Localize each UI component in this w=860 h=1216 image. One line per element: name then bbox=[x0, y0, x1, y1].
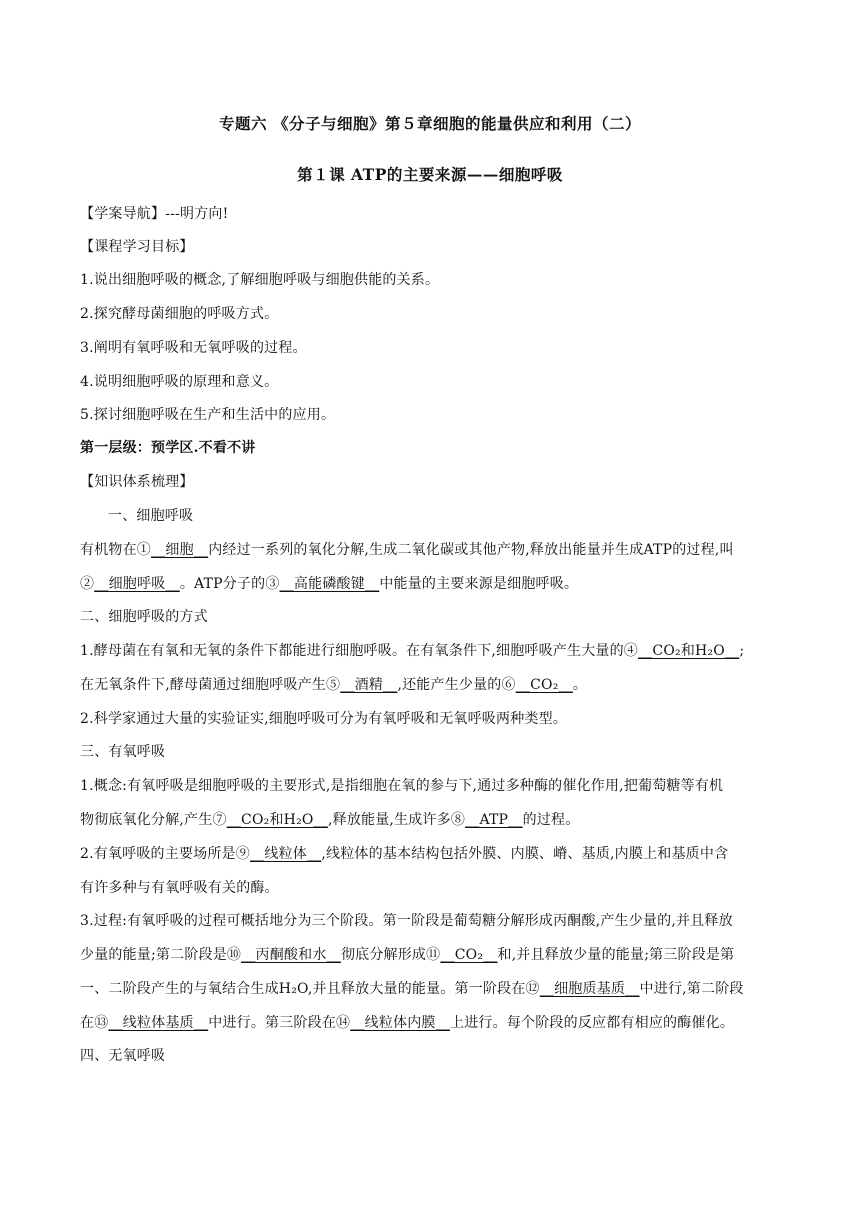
goals-heading: 【课程学习目标】 bbox=[80, 239, 194, 255]
answer-blank: __线粒体基质__ bbox=[108, 1015, 209, 1031]
goal-item: 3.阐明有氧呼吸和无氧呼吸的过程。 bbox=[80, 340, 307, 356]
paragraph-line: 在无氧条件下,酵母菌通过细胞呼吸产生⑤__酒精__,还能产生少量的⑥__CO₂__。 bbox=[80, 677, 588, 693]
answer-blank: __CO₂和H₂O__ bbox=[638, 643, 740, 659]
paragraph-line: 在⑬__线粒体基质__中进行。第三阶段在⑭__线粒体内膜__上进行。每个阶段的反应都有相应的酶催化。 bbox=[80, 1015, 735, 1031]
paragraph-line: ②__细胞呼吸__。ATP分子的③__高能磷酸键__中能量的主要来源是细胞呼吸。 bbox=[80, 576, 579, 592]
nav-heading: 【学案导航】---明方向! bbox=[80, 206, 229, 222]
goal-item: 2.探究酵母菌细胞的呼吸方式。 bbox=[80, 306, 279, 322]
knowledge-heading: 【知识体系梳理】 bbox=[80, 474, 194, 490]
answer-blank: __丙酮酸和水__ bbox=[241, 947, 341, 963]
paragraph-line: 1.概念:有氧呼吸是细胞呼吸的主要形式,是指细胞在氧的参与下,通过多种酶的催化作用,把葡萄糖等有机 bbox=[80, 778, 724, 794]
answer-blank: __CO₂和H₂O__ bbox=[226, 812, 328, 828]
paragraph-line: 2.有氧呼吸的主要场所是⑨__线粒体__,线粒体的基本结构包括外膜、内膜、嵴、基质,内膜上和基质中含 bbox=[80, 846, 729, 862]
level-heading: 第一层级：预学区.不看不讲 bbox=[80, 440, 256, 456]
answer-blank: __线粒体内膜__ bbox=[350, 1015, 451, 1031]
answer-blank: __细胞质基质__ bbox=[539, 981, 640, 997]
goal-item: 1.说出细胞呼吸的概念,了解细胞呼吸与细胞供能的关系。 bbox=[80, 272, 440, 288]
paragraph-line: 有许多种与有氧呼吸有关的酶。 bbox=[80, 880, 279, 896]
answer-blank: __细胞__ bbox=[151, 542, 209, 558]
section-4-title: 四、无氧呼吸 bbox=[80, 1048, 166, 1064]
doc-title: 专题六 《分子与细胞》第５章细胞的能量供应和利用（二） bbox=[219, 114, 641, 133]
answer-blank: __细胞呼吸__ bbox=[94, 576, 180, 592]
answer-blank: __线粒体__ bbox=[249, 846, 322, 862]
paragraph-line: 物彻底氧化分解,产生⑦__CO₂和H₂O__,释放能量,生成许多⑧__ATP__的过程。 bbox=[80, 812, 580, 828]
section-2-title: 二、细胞呼吸的方式 bbox=[80, 609, 208, 625]
answer-blank: __高能磷酸键__ bbox=[279, 576, 380, 592]
answer-blank: __酒精__ bbox=[340, 677, 398, 693]
paragraph-line: 一、二阶段产生的与氧结合生成H₂O,并且释放大量的能量。第一阶段在⑫__细胞质基质__中进行,第二阶段 bbox=[80, 981, 744, 997]
goal-item: 5.探讨细胞呼吸在生产和生活中的应用。 bbox=[80, 407, 336, 423]
paragraph-line: 有机物在①__细胞__内经过一系列的氧化分解,生成二氧化碳或其他产物,释放出能量并生成ATP的过程,叫 bbox=[80, 542, 734, 558]
lesson-title: 第１课 ATP的主要来源——细胞呼吸 bbox=[297, 165, 563, 184]
answer-blank: __CO₂__ bbox=[440, 947, 498, 963]
section-3-title: 三、有氧呼吸 bbox=[80, 744, 166, 760]
paragraph-line: 少量的能量;第二阶段是⑩__丙酮酸和水__彻底分解形成⑪__CO₂__和,并且释放少量的能量;第三阶段是第 bbox=[80, 947, 735, 963]
goal-item: 4.说明细胞呼吸的原理和意义。 bbox=[80, 374, 279, 390]
paragraph-line: 3.过程:有氧呼吸的过程可概括地分为三个阶段。第一阶段是葡萄糖分解形成丙酮酸,产生少量的,并且释放 bbox=[80, 913, 733, 929]
answer-blank: __ATP__ bbox=[465, 812, 523, 828]
section-1-title: 一、细胞呼吸 bbox=[108, 508, 194, 524]
answer-blank: __CO₂__ bbox=[515, 677, 573, 693]
paragraph-line: 1.酵母菌在有氧和无氧的条件下都能进行细胞呼吸。在有氧条件下,细胞呼吸产生大量的④__CO₂和H₂O__; bbox=[80, 643, 745, 659]
paragraph-line: 2.科学家通过大量的实验证实,细胞呼吸可分为有氧呼吸和无氧呼吸两种类型。 bbox=[80, 711, 568, 727]
